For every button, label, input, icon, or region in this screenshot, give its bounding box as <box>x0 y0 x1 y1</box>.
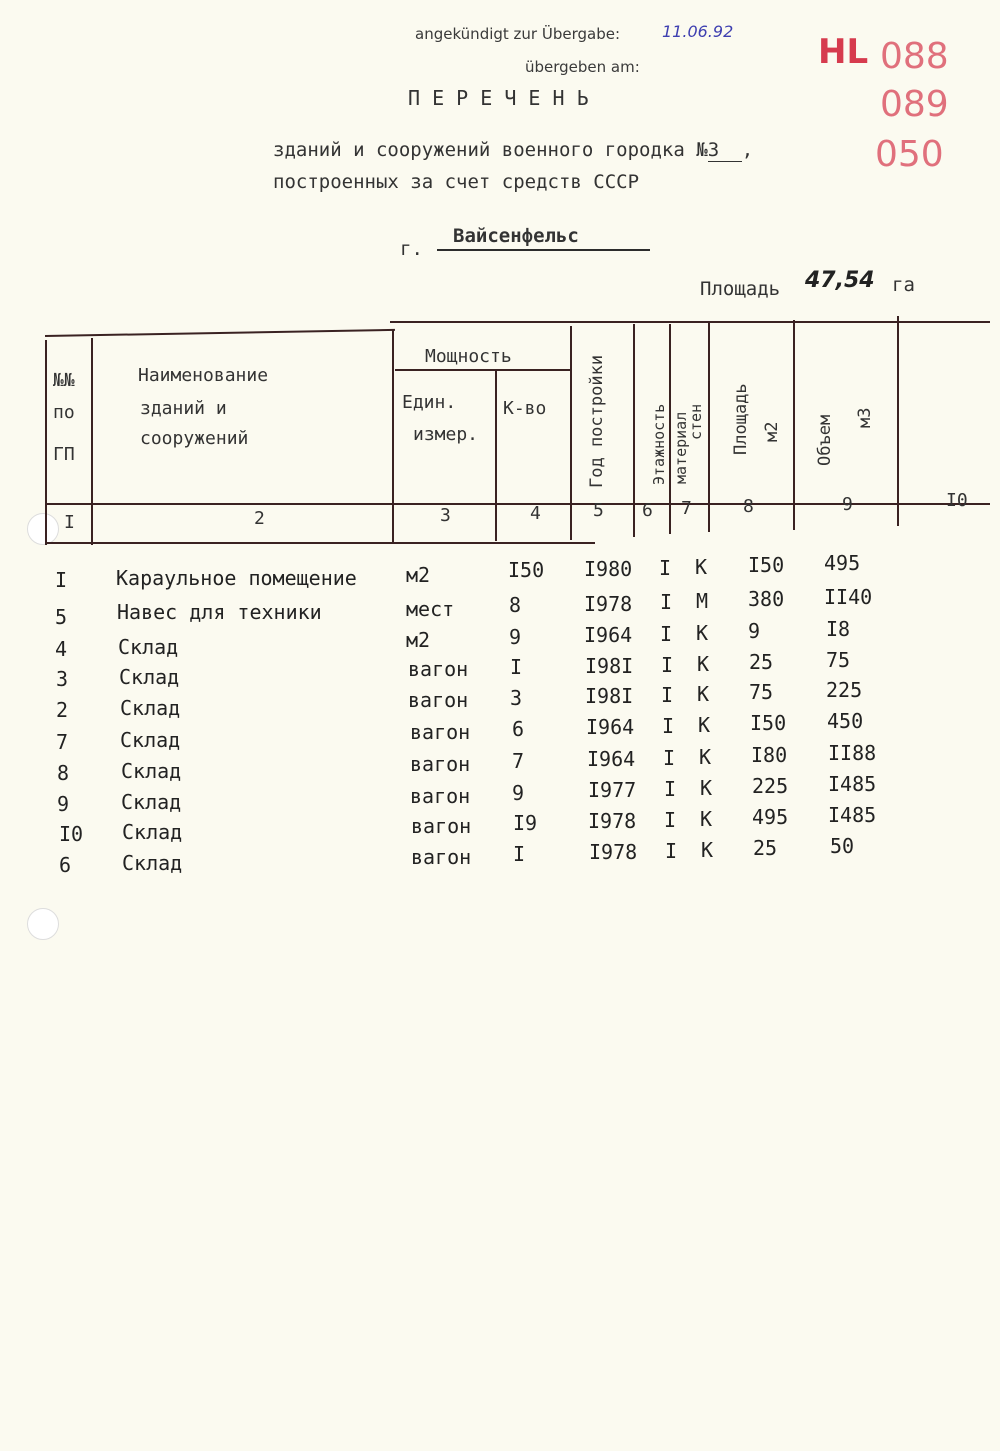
area-label: Площадь <box>700 278 781 300</box>
row-unit: вагон <box>411 845 472 869</box>
row-name: Склад <box>119 665 180 689</box>
header-qty: К-во <box>503 398 547 419</box>
row-unit: вагон <box>410 784 471 808</box>
row-num: 5 <box>55 605 68 629</box>
row-area: I80 <box>751 743 788 767</box>
col-number-10: I0 <box>946 490 968 511</box>
row-qty: 9 <box>509 625 522 649</box>
col-number-5: 5 <box>593 500 604 521</box>
row-unit: вагон <box>408 657 469 681</box>
city-underline <box>437 249 650 251</box>
row-material: К <box>697 652 710 676</box>
col-line-4 <box>570 326 572 540</box>
row-volume: I8 <box>826 617 851 641</box>
subtitle-line1 <box>273 139 753 162</box>
row-area: I50 <box>748 553 785 577</box>
header-volume-1: Объем <box>815 414 835 466</box>
header-area-1: Площадь <box>731 383 751 455</box>
row-material: К <box>698 713 711 737</box>
row-area: I50 <box>750 711 787 735</box>
header-num-2: по <box>53 402 75 423</box>
header-area-2: м2 <box>762 421 782 442</box>
col-number-3: 3 <box>440 505 451 526</box>
row-name: Склад <box>120 696 181 720</box>
row-qty: 8 <box>509 593 522 617</box>
row-volume: 450 <box>827 709 864 733</box>
row-name: Склад <box>121 790 182 814</box>
row-num: 7 <box>56 730 69 754</box>
row-qty: 7 <box>512 749 525 773</box>
row-unit: вагон <box>410 720 471 744</box>
col-number-2: 2 <box>254 508 265 529</box>
row-year: I964 <box>586 715 635 739</box>
row-area: 225 <box>752 774 789 798</box>
col-number-9: 9 <box>842 494 853 515</box>
row-floors: I <box>663 746 676 770</box>
row-year: I98I <box>585 654 634 678</box>
row-unit: вагон <box>410 752 471 776</box>
row-floors: I <box>664 808 677 832</box>
row-material: М <box>696 589 709 613</box>
row-material: К <box>697 682 710 706</box>
header-capacity: Мощность <box>425 346 512 367</box>
city-name: Вайсенфельс <box>453 225 579 247</box>
row-num: 8 <box>57 761 70 785</box>
row-unit: м2 <box>406 628 431 652</box>
row-qty: 6 <box>512 717 525 741</box>
row-floors: I <box>664 777 677 801</box>
row-volume: 75 <box>826 648 851 672</box>
row-unit: вагон <box>411 814 472 838</box>
header-num-1: №№ <box>53 370 75 391</box>
row-area: 9 <box>748 619 761 643</box>
row-material: К <box>700 807 713 831</box>
row-num: 9 <box>57 792 70 816</box>
row-num: 4 <box>55 637 68 661</box>
row-volume: II88 <box>828 741 877 765</box>
row-unit: вагон <box>408 688 469 712</box>
col-line-2 <box>392 330 394 542</box>
header-volume-2: м3 <box>855 407 875 428</box>
row-qty: 3 <box>510 686 523 710</box>
row-name: Караульное помещение <box>116 566 357 590</box>
row-name: Склад <box>118 635 179 659</box>
table-bottom-border <box>45 542 595 544</box>
header-unit-2: измер. <box>413 424 479 445</box>
row-volume: 495 <box>824 551 861 575</box>
punch-hole-bottom <box>27 908 59 940</box>
row-volume: II40 <box>824 585 873 609</box>
header-material-1: материал <box>672 411 690 484</box>
header-name-3: сооружений <box>140 428 249 449</box>
row-name: Навес для техники <box>117 600 322 624</box>
row-year: I98I <box>585 684 634 708</box>
document-title: П Е Р Е Ч Е Н Ь <box>408 86 589 110</box>
row-year: I978 <box>584 592 633 616</box>
row-unit: мест <box>406 597 455 621</box>
row-qty: I <box>510 655 523 679</box>
row-material: К <box>696 621 709 645</box>
code-1: 088 <box>880 36 949 77</box>
row-unit: м2 <box>406 563 431 587</box>
row-material: К <box>701 838 714 862</box>
row-qty: I50 <box>508 558 545 582</box>
col-number-4: 4 <box>530 503 541 524</box>
row-material: К <box>700 776 713 800</box>
row-volume: 225 <box>826 678 863 702</box>
col-line-6 <box>669 324 671 534</box>
punch-hole-top <box>27 513 59 545</box>
row-floors: I <box>665 839 678 863</box>
row-material: К <box>695 555 708 579</box>
row-floors: I <box>661 653 674 677</box>
header-floors: Этажность <box>650 403 668 485</box>
row-qty: I9 <box>513 811 538 835</box>
stamp-announced-label: angekündigt zur Übergabe: <box>415 25 621 43</box>
row-area: 75 <box>749 680 774 704</box>
row-area: 25 <box>749 650 774 674</box>
row-year: I980 <box>584 557 633 581</box>
header-unit-1: Един. <box>402 392 457 413</box>
row-year: I978 <box>588 809 637 833</box>
subtitle-line2: построенных за счет средств СССР <box>273 171 640 193</box>
row-area: 380 <box>748 587 785 611</box>
row-material: К <box>699 745 712 769</box>
subtitle-text: зданий и сооружений военного городка № <box>273 139 708 161</box>
row-num: 6 <box>59 853 72 877</box>
row-num: I <box>55 568 68 592</box>
row-name: Склад <box>122 820 183 844</box>
area-unit: га <box>892 274 915 296</box>
header-material-2: стен <box>687 403 705 440</box>
col-line-9 <box>897 316 899 526</box>
row-qty: I <box>513 842 526 866</box>
col-line-5 <box>633 324 635 537</box>
row-floors: I <box>661 683 674 707</box>
town-number: 3 <box>708 139 742 162</box>
capacity-divider <box>395 369 572 371</box>
row-area: 495 <box>752 805 789 829</box>
row-floors: I <box>660 590 673 614</box>
code-prefix: HL <box>818 32 869 72</box>
header-year: Год постройки <box>587 354 607 488</box>
row-name: Склад <box>121 759 182 783</box>
stamp-handed-label: übergeben am: <box>525 58 640 76</box>
col-line-1 <box>91 338 93 545</box>
area-value: 47,54 <box>805 268 875 293</box>
table-top-border-right <box>390 321 990 323</box>
header-name-2: зданий и <box>140 398 227 419</box>
row-num: 2 <box>56 698 69 722</box>
row-area: 25 <box>753 836 778 860</box>
col-line-0 <box>45 340 47 545</box>
row-name: Склад <box>122 851 183 875</box>
row-volume: I485 <box>828 772 877 796</box>
row-qty: 9 <box>512 781 525 805</box>
table-top-border <box>45 329 395 337</box>
city-label: г. <box>400 238 423 260</box>
header-name-1: Наименование <box>138 365 269 386</box>
code-2: 089 <box>880 84 949 125</box>
row-year: I964 <box>584 623 633 647</box>
row-floors: I <box>660 622 673 646</box>
col-number-7: 7 <box>681 498 692 519</box>
col-line-3 <box>495 369 497 541</box>
header-num-3: ГП <box>53 444 75 465</box>
row-volume: 50 <box>830 834 855 858</box>
row-floors: I <box>662 714 675 738</box>
col-number-1: I <box>64 512 75 533</box>
code-3: 050 <box>875 134 944 175</box>
row-floors: I <box>659 556 672 580</box>
row-num: I0 <box>59 822 84 846</box>
col-number-8: 8 <box>743 496 754 517</box>
col-number-6: 6 <box>642 500 653 521</box>
col-line-7 <box>708 322 710 532</box>
subtitle-comma: , <box>741 139 754 161</box>
row-year: I964 <box>587 747 636 771</box>
col-line-8 <box>793 320 795 530</box>
row-name: Склад <box>120 728 181 752</box>
row-year: I978 <box>589 840 638 864</box>
row-num: 3 <box>56 667 69 691</box>
row-volume: I485 <box>828 803 877 827</box>
row-year: I977 <box>588 778 637 802</box>
stamp-announced-date: 11.06.92 <box>662 22 734 41</box>
